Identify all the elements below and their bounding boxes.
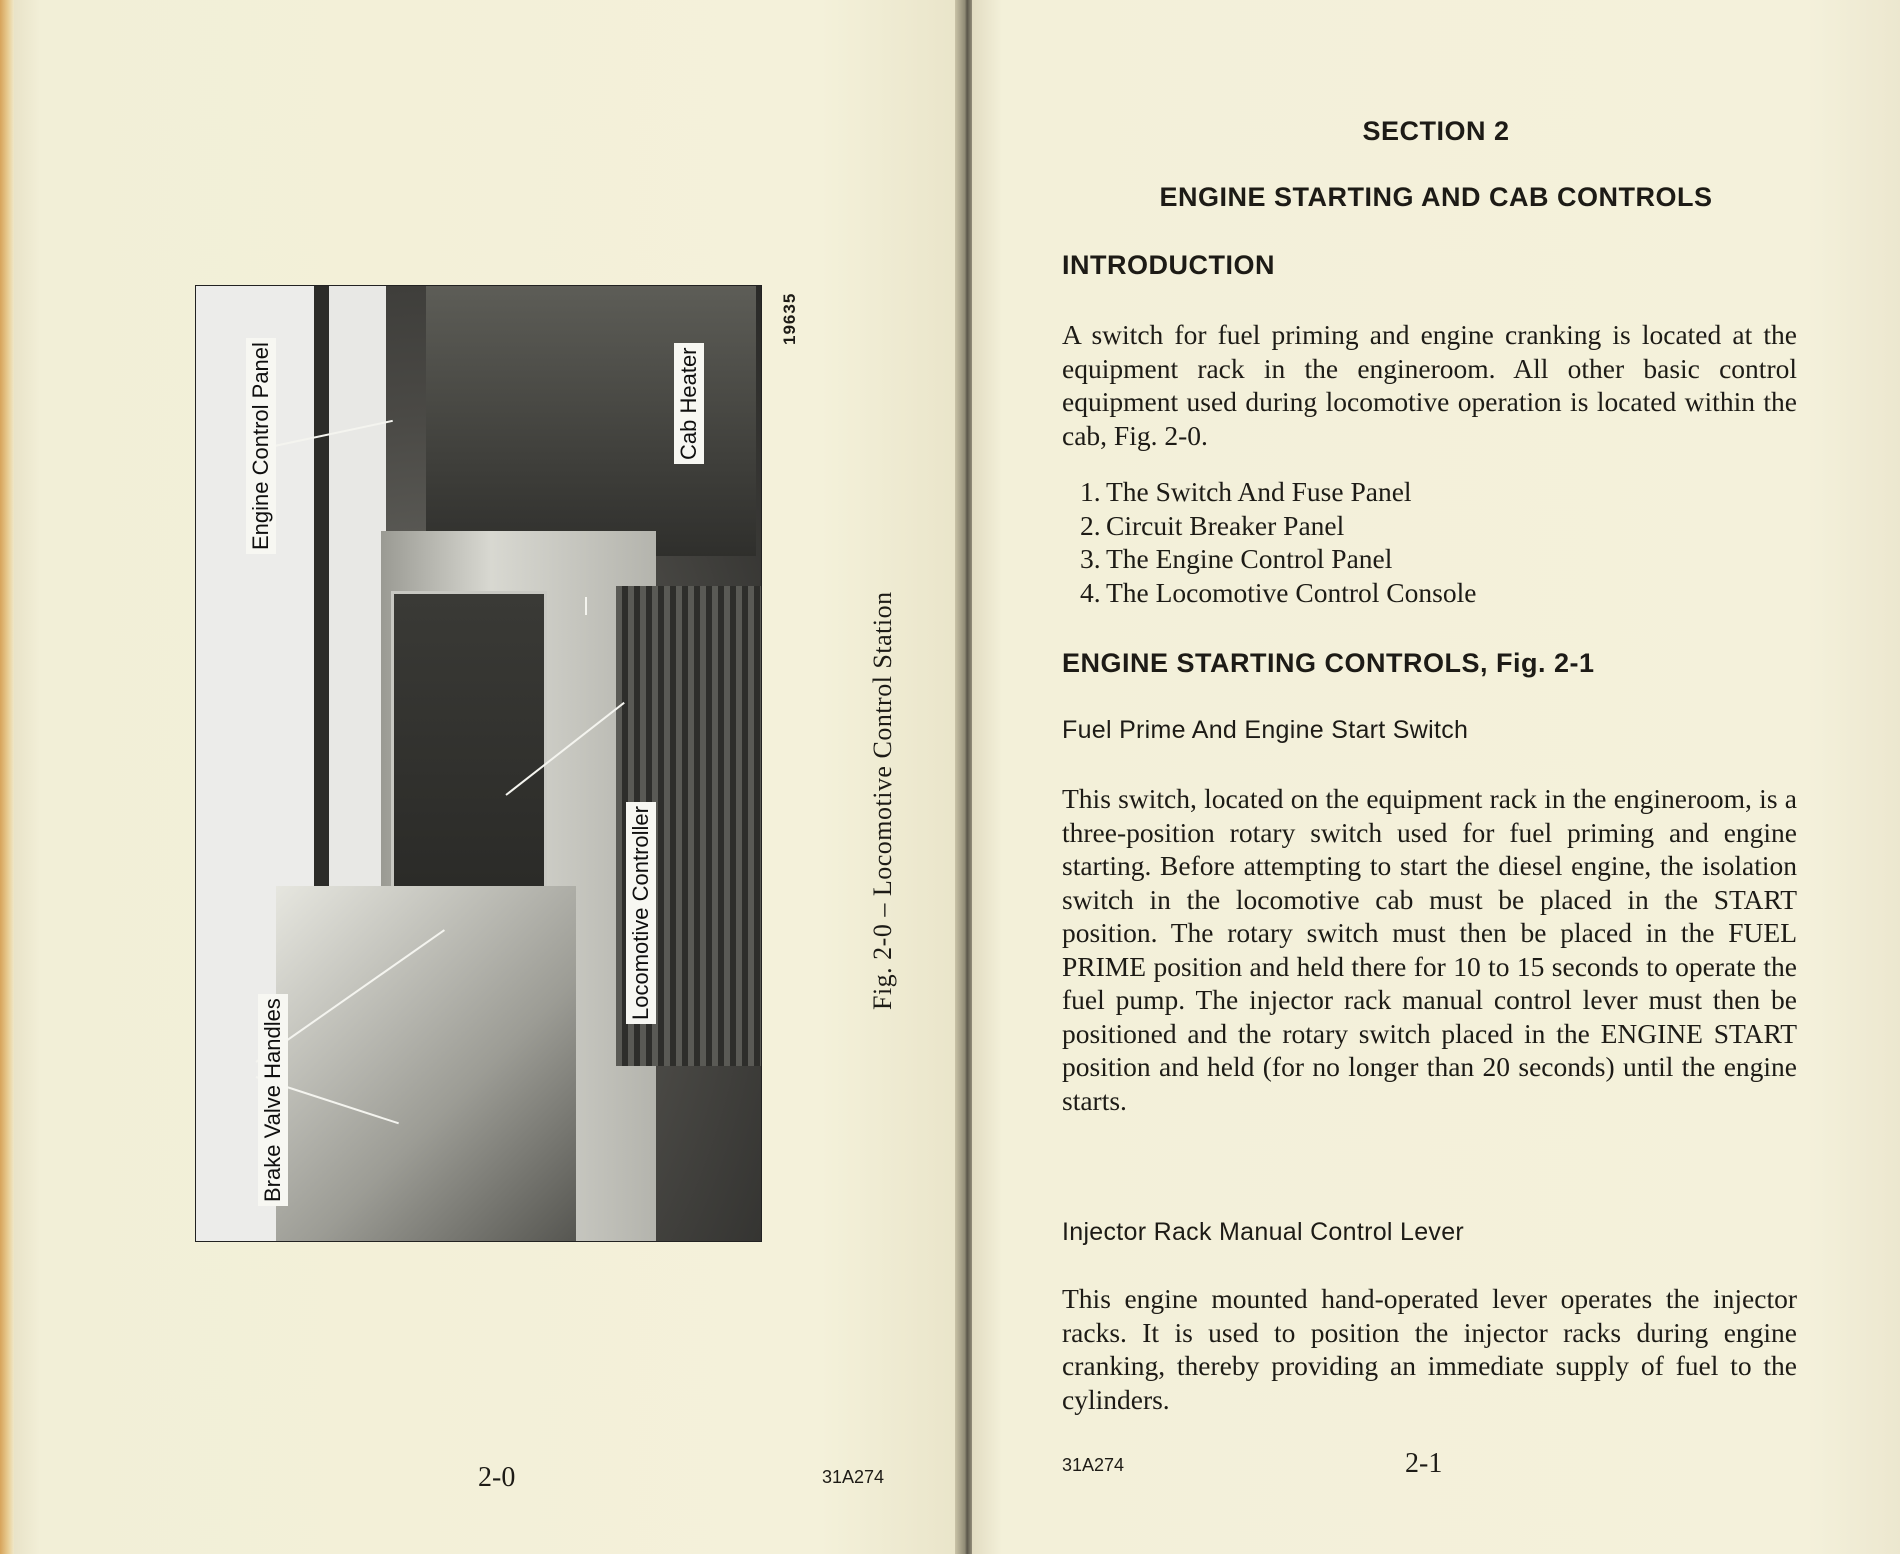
injector-rack-lever-heading: Injector Rack Manual Control Lever	[1062, 1218, 1465, 1246]
doc-code: 31A274	[1062, 1455, 1125, 1475]
right-page	[972, 0, 1900, 1554]
list-number: 4.	[1080, 576, 1101, 608]
engine-starting-controls-heading: ENGINE STARTING CONTROLS, Fig. 2-1	[1062, 648, 1595, 678]
list-item	[1080, 475, 1476, 509]
introduction-heading: INTRODUCTION	[1062, 250, 1275, 280]
list-number: 3.	[1080, 543, 1101, 574]
page-number: 2-1	[1405, 1448, 1443, 1479]
callout-cab-heater: Cab Heater	[674, 343, 704, 464]
doc-code: 31A274	[822, 1467, 885, 1487]
engine-control-panel-photo	[426, 286, 756, 556]
fuel-prime-switch-heading: Fuel Prime And Engine Start Switch	[1062, 716, 1469, 744]
callout-brake-valve-handles: Brake Valve Handles	[258, 994, 288, 1206]
page-edge	[0, 0, 14, 1554]
list-number: 1.	[1080, 476, 1101, 507]
list-number: 2.	[1080, 509, 1101, 541]
equipment-list	[1080, 475, 1476, 609]
list-item	[1080, 509, 1476, 543]
page-number: 2-0	[478, 1462, 516, 1493]
callout-locomotive-controller: Locomotive Controller	[626, 802, 656, 1024]
introduction-paragraph: A switch for fuel priming and engine cranking is located at the equipment rack in the engineroom. All other basic control equipment used during locomotive operation is located within the cab, Fig. 2-0.	[1062, 319, 1797, 451]
injector-rack-lever-paragraph: This engine mounted hand-operated lever operates the injector racks. It is used to position the injector racks during engine cranking, thereby providing an immediate supply of fuel to the cylinders.	[1062, 1283, 1797, 1415]
figure-caption: Fig. 2-0 – Locomotive Control Station	[868, 591, 897, 1010]
list-text: The Engine Control Panel	[1106, 543, 1393, 574]
chapter-title: ENGINE STARTING AND CAB CONTROLS	[1159, 182, 1713, 212]
brake-valve-photo	[276, 886, 576, 1241]
list-text: Circuit Breaker Panel	[1106, 509, 1345, 541]
list-text: The Switch And Fuse Panel	[1106, 476, 1412, 507]
fuel-prime-switch-paragraph: This switch, located on the equipment rack in the engineroom, is a three-position rotary switch used for fuel priming and engine starting. Before attempting to start the diesel engine, the isolation switch in the locomotive cab must be placed in the START position. The rotary switch must then be placed in the FUEL PRIME position and held there for 10 to 15 seconds to operate the fuel pump. The injector rack manual control lever must then be positioned and the rotary switch placed in the ENGINE START position and held (for no longer than 20 seconds) until the engine starts.	[1062, 783, 1797, 1116]
leader-line	[585, 597, 587, 615]
section-title: SECTION 2	[1362, 116, 1510, 146]
list-item	[1080, 576, 1476, 610]
control-station-photo	[195, 285, 762, 1242]
list-text: The Locomotive Control Console	[1106, 576, 1477, 608]
photo-number: 19635	[780, 292, 799, 345]
list-item	[1080, 542, 1476, 576]
callout-engine-control-panel: Engine Control Panel	[246, 338, 276, 554]
